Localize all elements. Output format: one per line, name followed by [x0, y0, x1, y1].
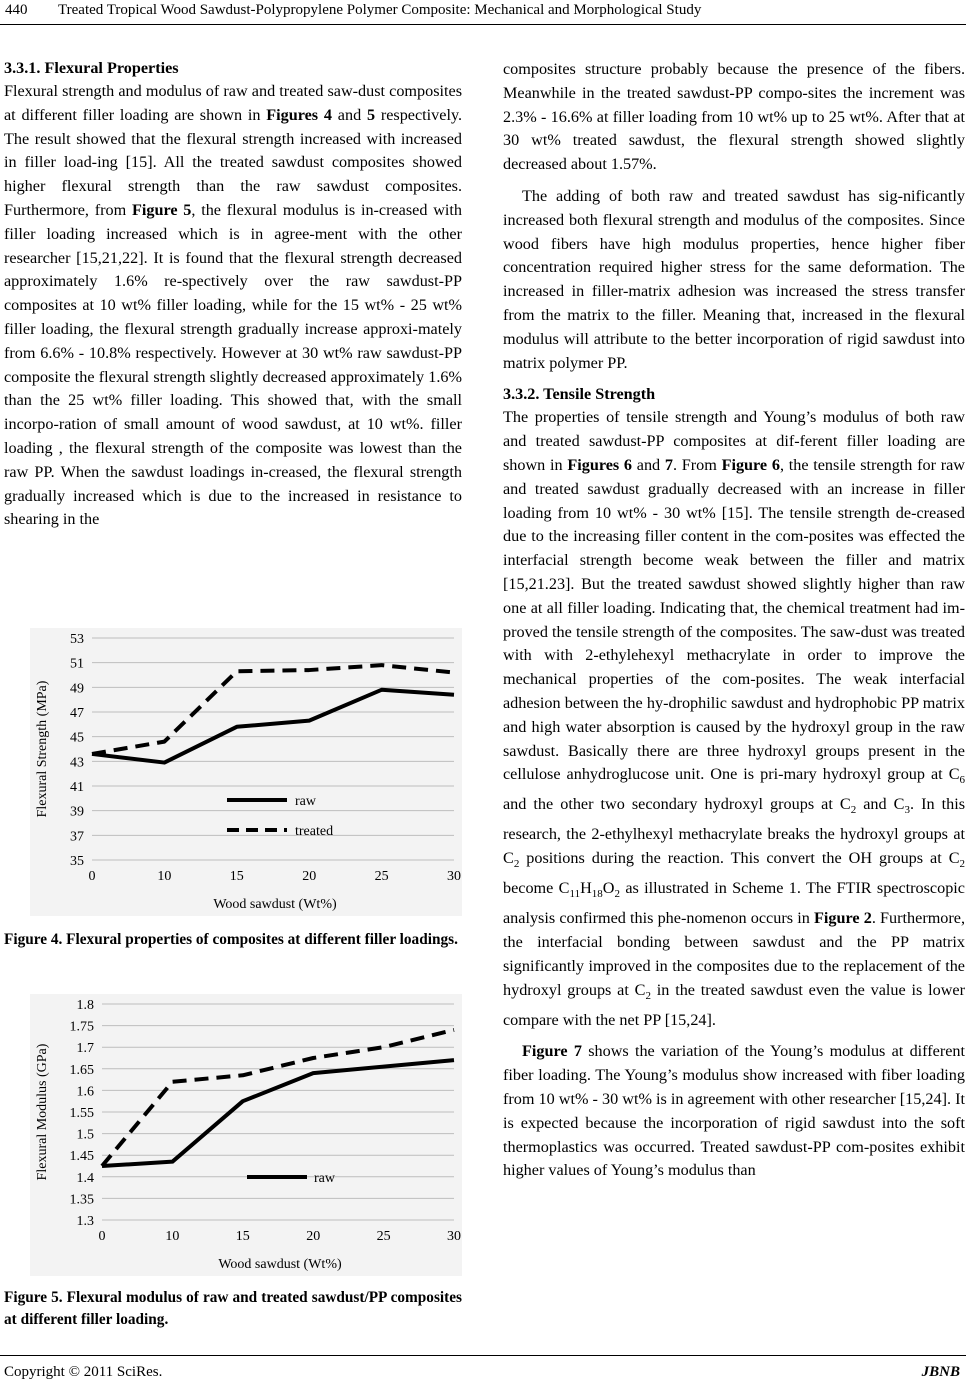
y-tick-label: 1.7: [76, 1041, 94, 1057]
x-tick-label: 25: [376, 1229, 391, 1244]
paragraph: [503, 406, 965, 1032]
y-tick-label: 1.8: [76, 998, 94, 1013]
x-tick-label: 20: [302, 869, 317, 884]
legend-label-treated: treated: [295, 824, 334, 839]
page-number: 440: [5, 2, 28, 18]
figure-5-svg: [30, 994, 462, 1276]
series-line-raw: [102, 1060, 454, 1166]
header-rule: [0, 24, 966, 25]
y-tick-label: 1.35: [69, 1192, 94, 1208]
y-tick-label: 1.4: [76, 1170, 94, 1186]
y-tick-label: 1.3: [76, 1214, 94, 1229]
text-run: and: [332, 105, 367, 124]
figure-5-caption: Figure 5. Flexural modulus of raw and treated sawdust/PP composites at different filler loading.: [4, 1289, 462, 1328]
text-run: and: [632, 455, 665, 474]
text-run: The adding of both raw and treated sawdust has sig-nificantly increased both flexural strength and modulus of the composites. Since wood fibers have high modulus properties, hence higher fiber concentration required higher stress for the same deformation. The increased in filler-matrix adhesion was increased the stress transfer from the matrix to the filler. Meaning that, increased in the flexural modulus will attribute to the better incorporation of rigid sawdust into matrix polymer PP.: [503, 186, 965, 372]
text-subscript: 11: [569, 888, 581, 901]
text-run: become C: [503, 879, 570, 898]
paragraph: [503, 58, 965, 177]
text-subscript: 2: [959, 858, 965, 871]
y-tick-label: 1.5: [76, 1127, 94, 1143]
text-subscript: 6: [959, 774, 965, 787]
text-run: in the treated sawdust even the value is lower compare with the net PP [15,24].: [503, 980, 965, 1029]
x-tick-label: 15: [235, 1229, 250, 1244]
x-tick-label: 30: [447, 869, 461, 884]
legend-label-raw: raw: [295, 794, 316, 809]
text-run: O: [602, 879, 615, 898]
text-subscript: 18: [591, 888, 603, 901]
y-tick-label: 37: [70, 829, 84, 845]
text-subscript: 2: [513, 858, 520, 871]
x-tick-label: 15: [229, 869, 244, 884]
y-tick-label: 51: [70, 656, 84, 672]
text-bold: Figure 7: [522, 1042, 582, 1061]
figure-4-svg: [30, 628, 462, 916]
text-run: The properties of tensile strength and Young’s modulus of both raw and treated sawdust-PP composites at dif-ferent filler loading are shown in: [503, 408, 965, 474]
text-subscript: 3: [904, 804, 910, 817]
x-tick-label: 0: [88, 869, 96, 884]
x-tick-label: 25: [374, 869, 389, 884]
text-run: H: [580, 879, 592, 898]
x-tick-label: 0: [98, 1229, 106, 1244]
text-bold: 7: [664, 455, 673, 474]
text-bold: Figures 6: [567, 455, 633, 474]
x-axis-label: Wood sawdust (Wt%): [213, 897, 337, 912]
text-subscript: 2: [645, 989, 651, 1002]
text-run: shows the variation of the Young’s modulus at different fiber loading. The Young’s modulus show increased with fiber loading from 10 wt% - 30 wt% is in agreement with other researcher [15,24]. It is expected because the incorporation of rigid sawdust into the soft thermoplastics was occurred. Treated sawdust-PP com-posites exhibit higher values of Young’s modulus than: [503, 1042, 966, 1180]
x-axis-label: Wood sawdust (Wt%): [218, 1257, 342, 1272]
y-axis-label: Flexural Modulus (GPa): [35, 1043, 50, 1181]
footer-rule: [0, 1355, 966, 1356]
x-tick-label: 10: [157, 869, 172, 884]
y-tick-label: 47: [70, 706, 84, 721]
figure-5-chart: [30, 994, 462, 1276]
text-bold: Figures 4: [266, 105, 332, 124]
y-tick-label: 1.65: [69, 1062, 94, 1078]
text-run: . In this research, the 2-ethylhexyl methacrylate breaks the hydroxyl groups at C: [503, 795, 966, 868]
text-run: Flexural strength and modulus of raw and treated saw-dust composites at different filler loading are shown in: [4, 82, 462, 124]
copyright: Copyright © 2011 SciRes.: [4, 1364, 163, 1380]
text-run: , the flexural modulus is in-creased with filler loading increased which is in agree-ment with the other researcher [15,21,22]. It is found that the flexural strength decreased approximately 1.6% re-spectively over the raw sawdust-PP composites at 10 wt% filler loading, while for the 15 wt% - 25 wt% filler loading, the flexural strength gradually increase approxi-mately from 6.6% - 10.8% respectively. However at 30 wt% raw sawdust-PP composite the flexural strength slightly decreased approximately 1.6% than the 25 wt% filler loading. This showed that, with the small incorpo-ration of small amount of wood sawdust, at 10 wt%. filler loading , the flexural strength of the composite was lowest than the raw PP. When the sawdust loadings in-creased, the flexural strength gradually increased which is due to the increased in resistance to shearing in the: [4, 200, 462, 529]
series-line-raw: [92, 690, 454, 763]
running-header: [0, 0, 966, 26]
text-run: positions during the reaction. This convert the OH groups at C: [519, 849, 960, 868]
y-tick-label: 43: [70, 755, 84, 771]
left-column: [4, 56, 462, 532]
running-title: Treated Tropical Wood Sawdust-Polypropylene Polymer Composite: Mechanical and Morphological Study: [58, 2, 702, 18]
paragraph: [503, 185, 965, 375]
text-run: . Furthermore, the interfacial bonding between sawdust and the PP matrix significantly improved in the composites due to the replacement of the hydroxyl groups at C: [503, 909, 966, 999]
paragraph: [4, 80, 462, 532]
text-run: as illustrated in Scheme 1. The FTIR spectroscopic analysis confirmed this phe-nomenon occurs in: [503, 879, 965, 928]
section-heading-flexural: 3.3.1. Flexural Properties: [4, 59, 179, 77]
text-run: composites structure probably because the presence of the fibers. Meanwhile in the treated sawdust-PP compo-sites the increment was 2.3% - 16.6% at filler loading from 10 wt% up to 25 wt%. After that at 30 wt% treated sawdust, the flexural strength showed slightly decreased about 1.57%.: [503, 60, 965, 174]
y-tick-label: 45: [70, 730, 84, 746]
y-tick-label: 41: [70, 780, 84, 795]
text-subscript: 2: [850, 804, 857, 817]
y-axis-label: Flexural Strength (MPa): [35, 680, 50, 818]
paragraph: [503, 1040, 965, 1183]
text-bold: 5: [366, 105, 376, 124]
text-run: and C: [856, 795, 905, 814]
text-subscript: 2: [614, 888, 620, 901]
y-tick-label: 35: [70, 854, 84, 869]
y-tick-label: 1.6: [76, 1084, 94, 1100]
y-tick-label: 39: [70, 804, 84, 820]
text-bold: Figure 5: [131, 200, 192, 219]
y-tick-label: 1.75: [69, 1019, 94, 1035]
figure-4-chart: [30, 628, 462, 916]
x-tick-label: 30: [447, 1229, 461, 1244]
text-bold: Figure 6: [721, 455, 780, 474]
figure-4-caption: Figure 4. Flexural properties of composites at different filler loadings.: [4, 931, 458, 948]
series-line-treated: [92, 665, 454, 754]
y-tick-label: 1.45: [69, 1149, 94, 1165]
x-tick-label: 10: [165, 1229, 180, 1244]
x-tick-label: 20: [306, 1229, 321, 1244]
text-bold: Figure 2: [813, 909, 872, 928]
legend-label-raw: raw: [314, 1171, 335, 1186]
y-tick-label: 53: [70, 632, 84, 647]
text-run: . From: [672, 455, 722, 474]
y-tick-label: 49: [70, 681, 84, 697]
section-heading-tensile: 3.3.2. Tensile Strength: [503, 385, 656, 404]
journal-abbrev: JBNB: [921, 1364, 960, 1380]
right-column: [503, 58, 965, 1183]
page-footer: [0, 1350, 966, 1386]
text-run: and the other two secondary hydroxyl groups at C: [503, 795, 851, 814]
text-run: respectively. The result showed that the flexural strength increased with increased in filler load-ing [15]. All the treated sawdust composites showed higher flexural strength than the raw sawdust composites. Furthermore, from: [4, 105, 463, 219]
y-tick-label: 1.55: [69, 1106, 94, 1121]
text-run: , the tensile strength for raw and treated sawdust gradually decreased with an increase in filler loading from 10 wt% - 30 wt% [15]. The tensile strength de-creased due to the increasing filler content in the com-posites was effected the interfacial strength become weak between the filler and matrix [15,21.23]. But the treated sawdust showed slightly higher than raw one at all filler loading. Indicating that, the chemical treatment had im-proved the tensile strength of the composites. The saw-dust was treated with with 2-ethylehexyl methacrylate in order to improve the mechanical properties of the com-posites. The weak interfacial adhesion between the hy-drophilic sawdust and hydrophobic PP matrix and high water absorption is caused by the hydroxyl group in the raw sawdust. Basically there are three hydroxyl groups present in the cellulose anhydroglucose unit. One is pri-mary hydroxyl group at C: [503, 455, 965, 784]
series-line-series-1: [102, 1030, 454, 1166]
